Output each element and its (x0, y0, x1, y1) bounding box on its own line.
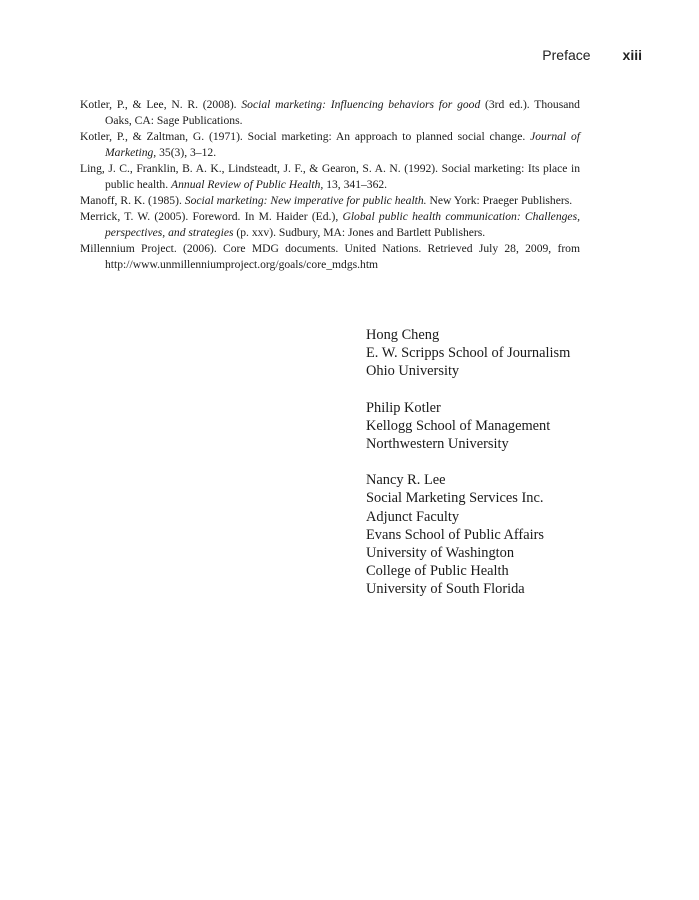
running-head-section: Preface (542, 47, 591, 63)
reference-list (80, 97, 580, 273)
author-block-cheng (366, 326, 570, 381)
author-name: Nancy R. Lee (366, 472, 446, 489)
reference-text: (3rd ed.). Thousand Oaks, CA: Sage Publications. (105, 98, 580, 127)
reference-text: (p. xxv). Sudbury, MA: Jones and Bartlett Publishers. (233, 226, 486, 239)
reference-title: Journal of Marketing, (105, 130, 581, 159)
reference-text: Merrick, T. W. (2005). Foreword. In M. Haider (Ed.), (80, 210, 343, 223)
reference-text: Millennium Project. (2006). Core MDG documents. United Nations. Retrieved July 28, 2009, from http://www.unmillenniumproject.org/goals/core_mdgs.htm (80, 242, 580, 271)
author-affiliation: Adjunct Faculty (366, 508, 460, 525)
reference-title: Annual Review of Public Health, (171, 178, 324, 191)
author-affiliation: Evans School of Public Affairs (366, 526, 544, 543)
author-block-kotler (366, 399, 570, 454)
author-affiliation: Social Marketing Services Inc. (366, 490, 544, 507)
reference-text: Manoff, R. K. (1985). (80, 194, 185, 207)
author-affiliation: Kellogg School of Management (366, 417, 551, 434)
author-affiliation: Northwestern University (366, 436, 509, 453)
reference-text: Kotler, P., & Zaltman, G. (1971). Social marketing: An approach to planned social change. (80, 130, 531, 143)
author-signatures (366, 326, 570, 617)
reference-entry (80, 241, 580, 273)
reference-entry (80, 209, 580, 241)
author-name: Philip Kotler (366, 399, 441, 416)
author-affiliation: University of Washington (366, 545, 515, 562)
reference-title: Social marketing: Influencing behaviors for good (241, 98, 481, 111)
author-name: Hong Cheng (366, 327, 440, 343)
author-affiliation: E. W. Scripps School of Journalism (366, 345, 571, 362)
author-affiliation: Ohio University (366, 363, 460, 380)
reference-text: 35(3), 3–12. (156, 146, 217, 159)
reference-title: Global public health communication: Challenges, perspectives, and strategies (105, 210, 580, 239)
reference-entry (80, 97, 580, 129)
reference-text: Ling, J. C., Franklin, B. A. K., Lindsteadt, J. F., & Gearon, S. A. N. (1992). Social marketing: Its place in public health. (80, 162, 580, 191)
reference-entry (80, 161, 580, 193)
author-affiliation: College of Public Health (366, 563, 509, 580)
running-head (542, 47, 642, 63)
reference-entry (80, 129, 580, 161)
page-number: xiii (622, 47, 642, 63)
reference-title: Social marketing: New imperative for public health. (184, 194, 427, 207)
reference-text: New York: Praeger Publishers. (426, 194, 573, 207)
reference-text: Kotler, P., & Lee, N. R. (2008). (80, 98, 242, 111)
reference-text: 13, 341–362. (323, 178, 388, 191)
author-block-lee (366, 471, 570, 598)
author-affiliation: University of South Florida (366, 581, 525, 598)
reference-entry (80, 193, 580, 209)
